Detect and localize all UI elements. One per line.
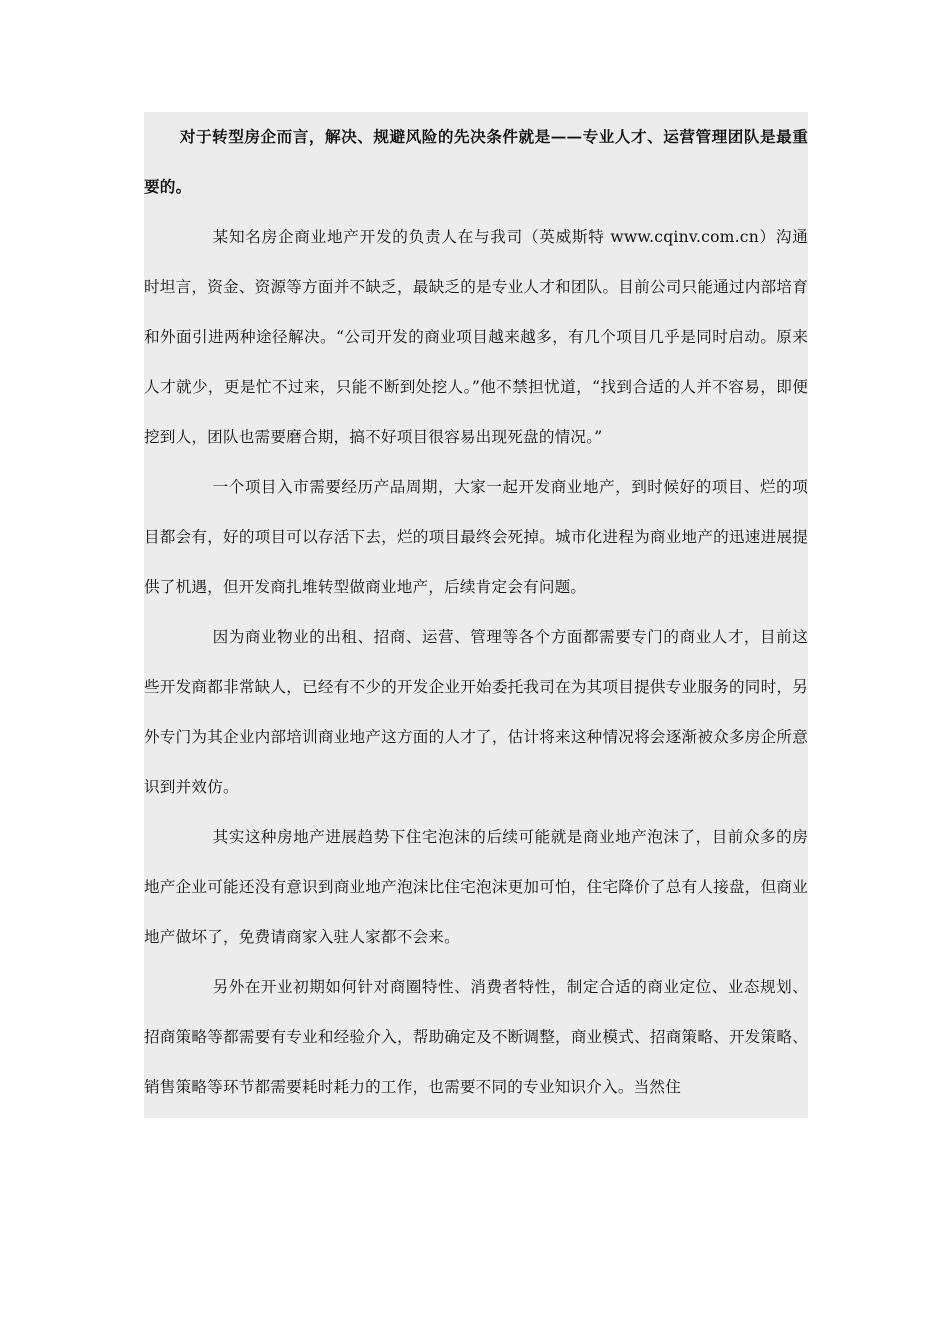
- paragraph: 某知名房企商业地产开发的负责人在与我司（英威斯特 www.cqinv.com.cn）沟通时坦言，资金、资源等方面并不缺乏，最缺乏的是专业人才和团队。目前公司只能通过内部培育和外面引进两种途径解决。“公司开发的商业项目越来越多，有几个项目几乎是同时启动。原来人才就少，更是忙不过来，只能不断到处挖人。”他不禁担忧道，“找到合适的人并不容易，即便挖到人，团队也需要磨合期，搞不好项目很容易出现死盘的情况。”: [144, 228, 808, 446]
- paragraph-lead: 对于转型房企而言，解决、规避风险的先决条件就是——专业人才、运营管理团队是最重要的。: [144, 127, 808, 196]
- paragraph: 因为商业物业的出租、招商、运营、管理等各个方面都需要专门的商业人才，目前这些开发商都非常缺人，已经有不少的开发企业开始委托我司在为其项目提供专业服务的同时，另外专门为其企业内部培训商业地产这方面的人才了，估计将来这种情况将会逐渐被众多房企所意识到并效仿。: [144, 628, 808, 796]
- paragraph: 其实这种房地产进展趋势下住宅泡沫的后续可能就是商业地产泡沫了，目前众多的房地产企业可能还没有意识到商业地产泡沫比住宅泡沫更加可怕，住宅降价了总有人接盘，但商业地产做坏了，免费请商家入驻人家都不会来。: [144, 828, 808, 946]
- paragraph: 另外在开业初期如何针对商圈特性、消费者特性，制定合适的商业定位、业态规划、招商策略等都需要有专业和经验介入，帮助确定及不断调整，商业模式、招商策略、开发策略、销售策略等环节都需要耗时耗力的工作，也需要不同的专业知识介入。当然住: [144, 978, 808, 1096]
- article-body: [144, 112, 808, 1118]
- paragraph: 一个项目入市需要经历产品周期，大家一起开发商业地产，到时候好的项目、烂的项目都会有，好的项目可以存活下去，烂的项目最终会死掉。城市化进程为商业地产的迅速进展提供了机遇，但开发商扎堆转型做商业地产，后续肯定会有问题。: [144, 478, 808, 596]
